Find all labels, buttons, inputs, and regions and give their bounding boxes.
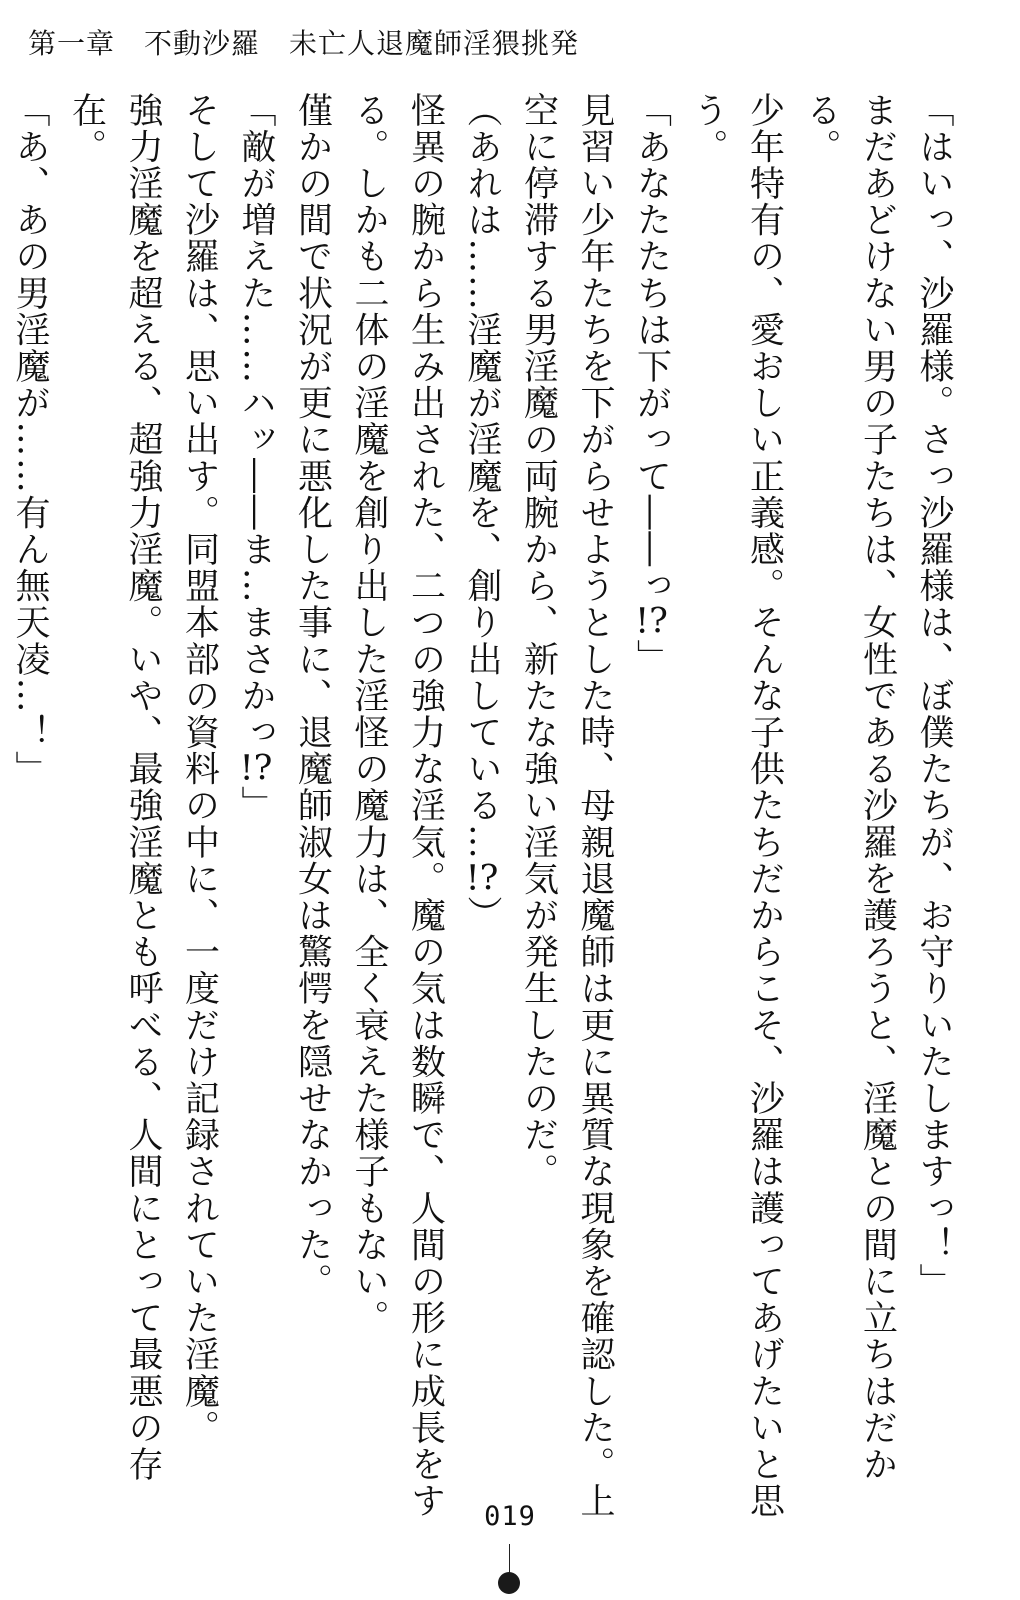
paragraph-text: （あれは……淫魔が淫魔を、創り出している… <box>462 92 502 861</box>
paragraph: 僅かの間で状況が更に悪化した事に、退魔師淑女は驚愕を隠せなかった。 <box>292 92 333 1300</box>
close-paren: ） <box>462 895 502 933</box>
paragraph: まだあどけない男の子たちは、女性である沙羅を護ろうと、淫魔との間に立ちはだかる。 <box>801 92 898 1483</box>
paragraph <box>228 92 285 1532</box>
folio-dot-icon <box>498 1572 520 1594</box>
paragraph: 見習い少年たちを下がらせようとした時、母親退魔師は更に異質な現象を確認した。上空に停滞する男淫魔の両腕から、新たな強い淫気が発生したのだ。 <box>518 92 615 1520</box>
paragraph: 「はいっ、沙羅様。さっ沙羅様は、ぼ僕たちが、お守りいたしますっ！」 <box>914 92 954 1300</box>
exclamation-question-mark: !? <box>239 750 273 786</box>
body-text <box>10 92 962 1532</box>
paragraph: 強力淫魔を超える、超強力淫魔。いや、最強淫魔とも呼べる、人間にとって最悪の存在。 <box>66 92 163 1483</box>
paragraph <box>0 92 2 1532</box>
running-header: 第一章 不動沙羅 未亡人退魔師淫猥挑発 <box>28 27 580 60</box>
paragraph: そして沙羅は、思い出す。同盟本部の資料の中に、一度だけ記録されていた淫魔。 <box>179 92 220 1447</box>
paragraph: 怪異の腕から生み出された、二つの強力な淫気。魔の気は数瞬で、人間の形に成長をする。しかも二体の淫魔を創り出した淫怪の魔力は、全く衰えた様子もない。 <box>349 92 446 1520</box>
paragraph-text: 「あなたたちは下がって――っ <box>631 92 672 605</box>
paragraph: 少年特有の、愛おしい正義感。そんな子供たちだからこそ、沙羅は護ってあげたいと思う。 <box>688 92 785 1520</box>
close-bracket: 」 <box>631 639 672 677</box>
paragraph-text: 「敵が増えた……ハッ――ま…まさかっ <box>236 92 276 751</box>
exclamation-question-mark: !? <box>465 860 499 896</box>
exclamation-question-mark: !? <box>635 604 668 640</box>
close-bracket: 」 <box>236 785 276 823</box>
paragraph <box>454 92 511 1532</box>
paragraph <box>623 92 680 1532</box>
paragraph: 「あ、あの男淫魔が……有ん無天凌…！」 <box>10 92 50 788</box>
page-number: 019 <box>484 1501 536 1532</box>
